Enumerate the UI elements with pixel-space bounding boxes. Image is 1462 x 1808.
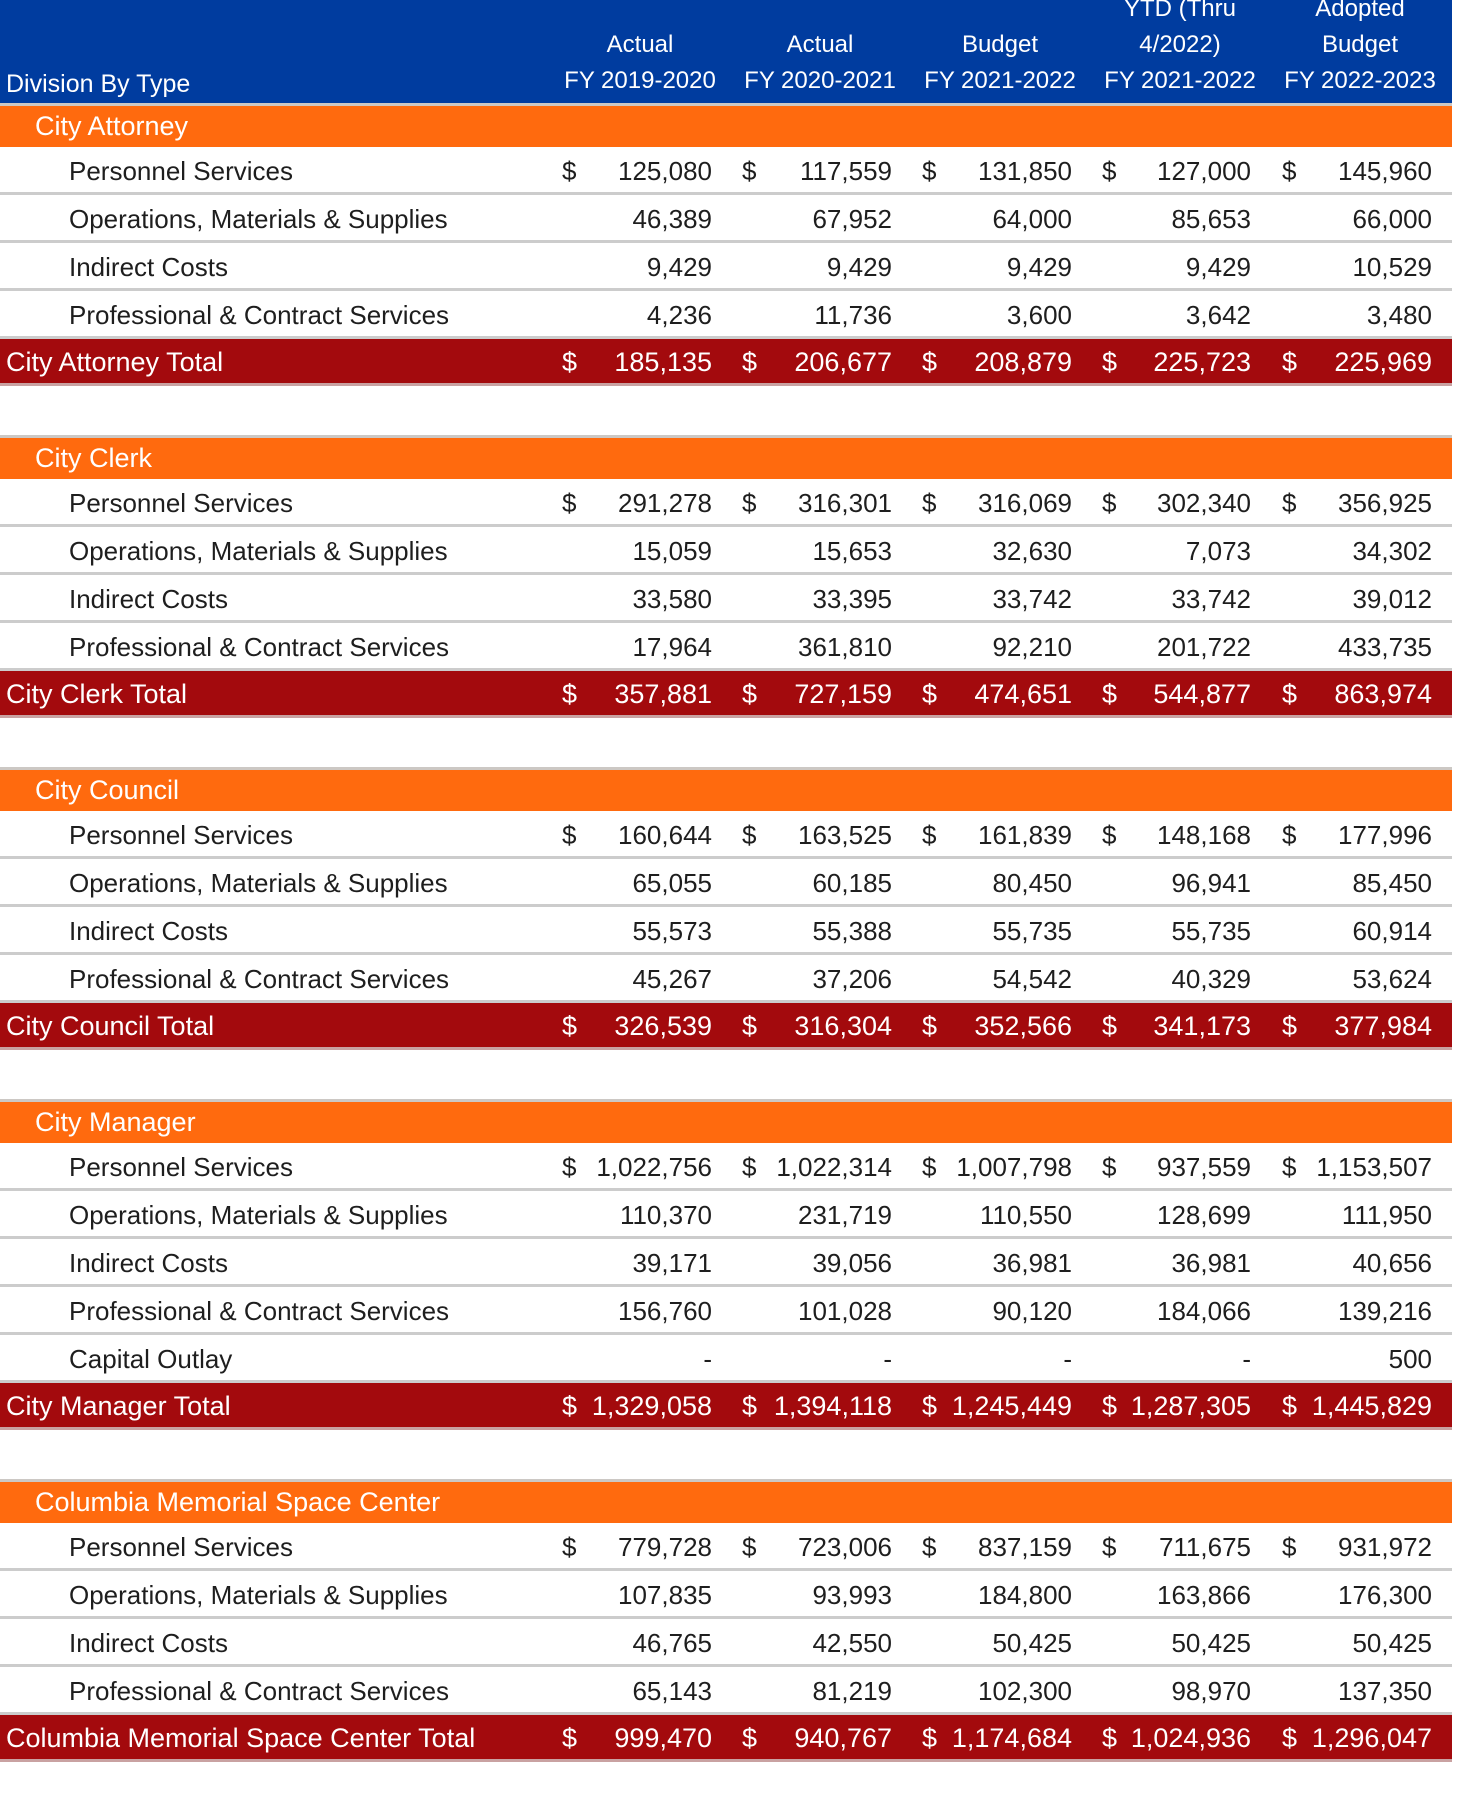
table-row — [0, 955, 1452, 1003]
currency-symbol: $ — [1282, 1152, 1297, 1182]
division-header — [0, 1099, 1452, 1143]
amount-cell: 1,394,118 — [773, 1391, 892, 1421]
division-total-row — [0, 1383, 1452, 1430]
amount-cell: 7,073 — [1185, 536, 1251, 566]
currency-symbol: $ — [562, 1152, 577, 1182]
amount-cell: 39,171 — [632, 1248, 712, 1278]
header-column-line — [560, 0, 720, 27]
amount-cell: 33,742 — [992, 584, 1072, 614]
currency-symbol: $ — [1102, 1011, 1118, 1041]
currency-symbol: $ — [922, 1532, 937, 1562]
amount-cell: 125,080 — [618, 156, 712, 186]
currency-symbol: $ — [562, 1011, 578, 1041]
amount-cell: 53,624 — [1352, 964, 1432, 994]
division-total-row — [0, 339, 1452, 386]
currency-symbol: $ — [1102, 820, 1117, 850]
amount-cell: 33,742 — [1171, 584, 1251, 614]
amount-cell: 185,135 — [614, 347, 712, 377]
amount-cell: 201,722 — [1157, 632, 1251, 662]
amount-cell: 225,969 — [1334, 347, 1432, 377]
currency-symbol: $ — [742, 679, 758, 709]
row-label: Operations, Materials & Supplies — [69, 536, 448, 566]
amount-cell: 727,159 — [794, 679, 892, 709]
currency-symbol: $ — [742, 820, 757, 850]
amount-cell: 15,653 — [812, 536, 892, 566]
currency-symbol: $ — [1102, 1152, 1117, 1182]
amount-cell: 341,173 — [1153, 1011, 1251, 1041]
amount-cell: 110,370 — [619, 1200, 712, 1230]
amount-cell: 1,022,756 — [596, 1152, 712, 1182]
header-column-line: Actual — [786, 31, 854, 58]
currency-symbol: $ — [1102, 1723, 1118, 1753]
currency-symbol: $ — [742, 1011, 758, 1041]
table-row — [0, 195, 1452, 243]
amount-cell: 500 — [1388, 1344, 1432, 1374]
amount-cell: 42,550 — [812, 1628, 892, 1658]
currency-symbol: $ — [922, 1152, 937, 1182]
amount-cell: 45,267 — [632, 964, 712, 994]
division-total-row — [0, 1003, 1452, 1050]
amount-cell: 177,996 — [1338, 820, 1432, 850]
table-row — [0, 1191, 1452, 1239]
division-name: City Attorney — [35, 111, 189, 141]
amount-cell: 11,736 — [814, 300, 892, 330]
amount-cell: 433,735 — [1338, 632, 1432, 662]
amount-cell: 1,245,449 — [951, 1391, 1072, 1421]
header-column-line: FY 2021-2022 — [1104, 67, 1256, 94]
amount-cell: 128,699 — [1157, 1200, 1251, 1230]
amount-cell: 316,304 — [794, 1011, 892, 1041]
amount-cell: 81,219 — [812, 1676, 892, 1706]
table-row — [0, 1287, 1452, 1335]
amount-cell: 1,445,829 — [1311, 1391, 1432, 1421]
amount-cell: 37,206 — [812, 964, 892, 994]
currency-symbol: $ — [1282, 1391, 1298, 1421]
currency-symbol: $ — [742, 156, 757, 186]
amount-cell: - — [1063, 1344, 1072, 1374]
amount-cell: 33,395 — [812, 584, 892, 614]
amount-cell: 1,007,798 — [956, 1152, 1072, 1182]
amount-cell: 67,952 — [812, 204, 892, 234]
header-column-1 — [560, 0, 720, 99]
amount-cell: 361,810 — [798, 632, 892, 662]
amount-cell: 9,429 — [1185, 252, 1251, 282]
header-column-3 — [920, 0, 1080, 99]
amount-cell: - — [883, 1344, 892, 1374]
amount-cell: 225,723 — [1153, 347, 1251, 377]
currency-symbol: $ — [1282, 820, 1297, 850]
header-division-by-type: Division By Type — [6, 70, 191, 98]
row-label: Operations, Materials & Supplies — [69, 1580, 448, 1610]
amount-cell: 163,866 — [1157, 1580, 1251, 1610]
header-column-line: FY 2021-2022 — [924, 67, 1076, 94]
amount-cell: 65,143 — [632, 1676, 712, 1706]
currency-symbol: $ — [742, 1152, 757, 1182]
row-label: Indirect Costs — [69, 584, 228, 614]
amount-cell: 66,000 — [1352, 204, 1432, 234]
amount-cell: 64,000 — [992, 204, 1072, 234]
total-label: City Manager Total — [6, 1391, 231, 1421]
currency-symbol: $ — [1282, 156, 1297, 186]
amount-cell: 931,972 — [1338, 1532, 1432, 1562]
amount-cell: 98,970 — [1171, 1676, 1251, 1706]
amount-cell: 1,296,047 — [1311, 1723, 1432, 1753]
amount-cell: 937,559 — [1157, 1152, 1251, 1182]
currency-symbol: $ — [742, 1723, 758, 1753]
division-total-row — [0, 671, 1452, 718]
amount-cell: 111,950 — [1341, 1200, 1432, 1230]
amount-cell: 107,835 — [618, 1580, 712, 1610]
table-row — [0, 243, 1452, 291]
row-label: Personnel Services — [69, 1532, 293, 1562]
amount-cell: 377,984 — [1334, 1011, 1432, 1041]
header-column-line: 4/2022) — [1139, 31, 1221, 58]
amount-cell: 80,450 — [992, 868, 1072, 898]
currency-symbol: $ — [1282, 347, 1298, 377]
header-column-line: Adopted — [1315, 0, 1405, 22]
amount-cell: 184,066 — [1157, 1296, 1251, 1326]
amount-cell: 54,542 — [992, 964, 1072, 994]
amount-cell: 60,185 — [812, 868, 892, 898]
table-row — [0, 1239, 1452, 1287]
currency-symbol: $ — [1282, 1011, 1298, 1041]
amount-cell: 40,656 — [1352, 1248, 1432, 1278]
total-label: Columbia Memorial Space Center Total — [6, 1723, 476, 1753]
amount-cell: 55,388 — [812, 916, 892, 946]
amount-cell: 50,425 — [992, 1628, 1072, 1658]
currency-symbol: $ — [1282, 1532, 1297, 1562]
division-header — [0, 767, 1452, 811]
amount-cell: 156,760 — [618, 1296, 712, 1326]
division-name: Columbia Memorial Space Center — [35, 1487, 441, 1517]
amount-cell: 40,329 — [1171, 964, 1251, 994]
table-row — [0, 147, 1452, 195]
header-column-line — [920, 0, 1080, 27]
currency-symbol: $ — [562, 820, 577, 850]
amount-cell: 326,539 — [614, 1011, 712, 1041]
row-label: Operations, Materials & Supplies — [69, 1200, 448, 1230]
amount-cell: 34,302 — [1352, 536, 1432, 566]
currency-symbol: $ — [922, 1391, 938, 1421]
table-row — [0, 1523, 1452, 1571]
currency-symbol: $ — [562, 1391, 578, 1421]
amount-cell: 711,675 — [1158, 1532, 1251, 1562]
table-row — [0, 1143, 1452, 1191]
header-column-2 — [740, 0, 900, 99]
row-label: Professional & Contract Services — [69, 300, 450, 330]
currency-symbol: $ — [922, 1011, 938, 1041]
amount-cell: 474,651 — [974, 679, 1072, 709]
currency-symbol: $ — [1282, 679, 1298, 709]
amount-cell: 999,470 — [614, 1723, 712, 1753]
amount-cell: 356,925 — [1338, 488, 1432, 518]
row-label: Indirect Costs — [69, 1248, 228, 1278]
currency-symbol: $ — [922, 1723, 938, 1753]
row-label: Indirect Costs — [69, 1628, 228, 1658]
division-total-row — [0, 1715, 1452, 1762]
amount-cell: 1,174,684 — [951, 1723, 1072, 1753]
amount-cell: 93,993 — [812, 1580, 892, 1610]
total-label: City Attorney Total — [6, 347, 224, 377]
amount-cell: 9,429 — [646, 252, 712, 282]
amount-cell: 4,236 — [646, 300, 712, 330]
amount-cell: 39,056 — [812, 1248, 892, 1278]
table-row — [0, 575, 1452, 623]
header-column-line: YTD (Thru — [1123, 0, 1236, 22]
amount-cell: 1,153,507 — [1316, 1152, 1432, 1182]
table-row — [0, 1571, 1452, 1619]
amount-cell: 1,022,314 — [776, 1152, 892, 1182]
table-row — [0, 907, 1452, 955]
currency-symbol: $ — [1102, 347, 1118, 377]
amount-cell: 32,630 — [992, 536, 1072, 566]
row-label: Professional & Contract Services — [69, 964, 450, 994]
table-row — [0, 1335, 1452, 1383]
amount-cell: 139,216 — [1338, 1296, 1432, 1326]
amount-cell: 137,350 — [1338, 1676, 1432, 1706]
amount-cell: 10,529 — [1352, 252, 1432, 282]
table-row — [0, 527, 1452, 575]
amount-cell: 1,024,936 — [1130, 1723, 1251, 1753]
currency-symbol: $ — [742, 488, 757, 518]
amount-cell: 50,425 — [1352, 1628, 1432, 1658]
amount-cell: 110,550 — [979, 1200, 1072, 1230]
division-name: City Manager — [35, 1107, 196, 1137]
amount-cell: 352,566 — [974, 1011, 1072, 1041]
row-label: Personnel Services — [69, 820, 293, 850]
amount-cell: 127,000 — [1157, 156, 1251, 186]
currency-symbol: $ — [922, 820, 937, 850]
currency-symbol: $ — [1102, 1391, 1118, 1421]
currency-symbol: $ — [1102, 679, 1118, 709]
currency-symbol: $ — [1102, 488, 1117, 518]
amount-cell: 117,559 — [799, 156, 892, 186]
amount-cell: 1,329,058 — [591, 1391, 712, 1421]
amount-cell: 779,728 — [618, 1532, 712, 1562]
amount-cell: 102,300 — [978, 1676, 1072, 1706]
currency-symbol: $ — [562, 488, 577, 518]
currency-symbol: $ — [742, 1532, 757, 1562]
amount-cell: 161,839 — [978, 820, 1072, 850]
division-header — [0, 1479, 1452, 1523]
header-column-4 — [1100, 0, 1260, 99]
header-column-line — [740, 0, 900, 27]
amount-cell: 3,600 — [1006, 300, 1072, 330]
amount-cell: 206,677 — [794, 347, 892, 377]
amount-cell: 92,210 — [992, 632, 1072, 662]
amount-cell: 65,055 — [632, 868, 712, 898]
amount-cell: 85,653 — [1171, 204, 1251, 234]
amount-cell: 9,429 — [826, 252, 892, 282]
amount-cell: 17,964 — [632, 632, 712, 662]
amount-cell: 723,006 — [798, 1532, 892, 1562]
currency-symbol: $ — [742, 1391, 758, 1421]
currency-symbol: $ — [1102, 1532, 1117, 1562]
row-label: Indirect Costs — [69, 916, 228, 946]
currency-symbol: $ — [922, 347, 938, 377]
amount-cell: 1,287,305 — [1130, 1391, 1251, 1421]
amount-cell: 90,120 — [992, 1296, 1072, 1326]
currency-symbol: $ — [562, 347, 578, 377]
row-label: Personnel Services — [69, 488, 293, 518]
currency-symbol: $ — [1282, 488, 1297, 518]
table-row — [0, 479, 1452, 527]
amount-cell: 39,012 — [1352, 584, 1432, 614]
division-name: City Council — [35, 775, 180, 805]
amount-cell: - — [1242, 1344, 1251, 1374]
division-header — [0, 103, 1452, 147]
row-label: Personnel Services — [69, 156, 293, 186]
amount-cell: 60,914 — [1352, 916, 1432, 946]
amount-cell: 85,450 — [1352, 868, 1432, 898]
total-label: City Council Total — [6, 1011, 215, 1041]
row-label: Capital Outlay — [69, 1344, 233, 1374]
table-row — [0, 859, 1452, 907]
header-column-line: FY 2019-2020 — [564, 67, 716, 94]
row-label: Professional & Contract Services — [69, 1676, 450, 1706]
currency-symbol: $ — [1282, 1723, 1298, 1753]
amount-cell: 46,765 — [632, 1628, 712, 1658]
amount-cell: 291,278 — [618, 488, 712, 518]
currency-symbol: $ — [742, 347, 758, 377]
currency-symbol: $ — [922, 679, 938, 709]
header-column-line: Actual — [606, 31, 674, 58]
amount-cell: 176,300 — [1338, 1580, 1432, 1610]
table-row — [0, 1667, 1452, 1715]
amount-cell: 302,340 — [1157, 488, 1251, 518]
table-header — [0, 0, 1452, 103]
table-row — [0, 1619, 1452, 1667]
amount-cell: 101,028 — [798, 1296, 892, 1326]
row-label: Personnel Services — [69, 1152, 293, 1182]
amount-cell: 148,168 — [1157, 820, 1251, 850]
amount-cell: 863,974 — [1334, 679, 1432, 709]
division-name: City Clerk — [35, 443, 153, 473]
amount-cell: 55,573 — [632, 916, 712, 946]
row-label: Professional & Contract Services — [69, 632, 450, 662]
amount-cell: 160,644 — [618, 820, 712, 850]
row-label: Indirect Costs — [69, 252, 228, 282]
amount-cell: 55,735 — [992, 916, 1072, 946]
amount-cell: 184,800 — [978, 1580, 1072, 1610]
amount-cell: 231,719 — [798, 1200, 892, 1230]
amount-cell: 46,389 — [632, 204, 712, 234]
amount-cell: 55,735 — [1171, 916, 1251, 946]
amount-cell: 145,960 — [1338, 156, 1432, 186]
amount-cell: 50,425 — [1171, 1628, 1251, 1658]
header-column-5 — [1280, 0, 1440, 99]
total-label: City Clerk Total — [6, 679, 188, 709]
table-row — [0, 623, 1452, 671]
currency-symbol: $ — [562, 156, 577, 186]
amount-cell: 208,879 — [974, 347, 1072, 377]
currency-symbol: $ — [922, 488, 937, 518]
amount-cell: - — [703, 1344, 712, 1374]
amount-cell: 36,981 — [1171, 1248, 1251, 1278]
amount-cell: 163,525 — [798, 820, 892, 850]
amount-cell: 357,881 — [614, 679, 712, 709]
currency-symbol: $ — [562, 679, 578, 709]
amount-cell: 837,159 — [978, 1532, 1072, 1562]
amount-cell: 15,059 — [632, 536, 712, 566]
header-column-line: FY 2020-2021 — [744, 67, 896, 94]
row-label: Professional & Contract Services — [69, 1296, 450, 1326]
header-column-line: Budget — [961, 31, 1039, 58]
header-column-line: FY 2022-2023 — [1284, 67, 1436, 94]
currency-symbol: $ — [1102, 156, 1117, 186]
amount-cell: 96,941 — [1171, 868, 1251, 898]
row-label: Operations, Materials & Supplies — [69, 204, 448, 234]
amount-cell: 3,480 — [1366, 300, 1432, 330]
amount-cell: 316,301 — [798, 488, 892, 518]
division-header — [0, 435, 1452, 479]
amount-cell: 9,429 — [1006, 252, 1072, 282]
amount-cell: 131,850 — [978, 156, 1072, 186]
table-row — [0, 291, 1452, 339]
row-label: Operations, Materials & Supplies — [69, 868, 448, 898]
amount-cell: 940,767 — [794, 1723, 892, 1753]
currency-symbol: $ — [562, 1532, 577, 1562]
currency-symbol: $ — [922, 156, 937, 186]
amount-cell: 33,580 — [632, 584, 712, 614]
amount-cell: 544,877 — [1153, 679, 1251, 709]
currency-symbol: $ — [562, 1723, 578, 1753]
amount-cell: 36,981 — [992, 1248, 1072, 1278]
header-column-line: Budget — [1321, 31, 1399, 58]
amount-cell: 316,069 — [978, 488, 1072, 518]
table-row — [0, 811, 1452, 859]
amount-cell: 3,642 — [1185, 300, 1251, 330]
